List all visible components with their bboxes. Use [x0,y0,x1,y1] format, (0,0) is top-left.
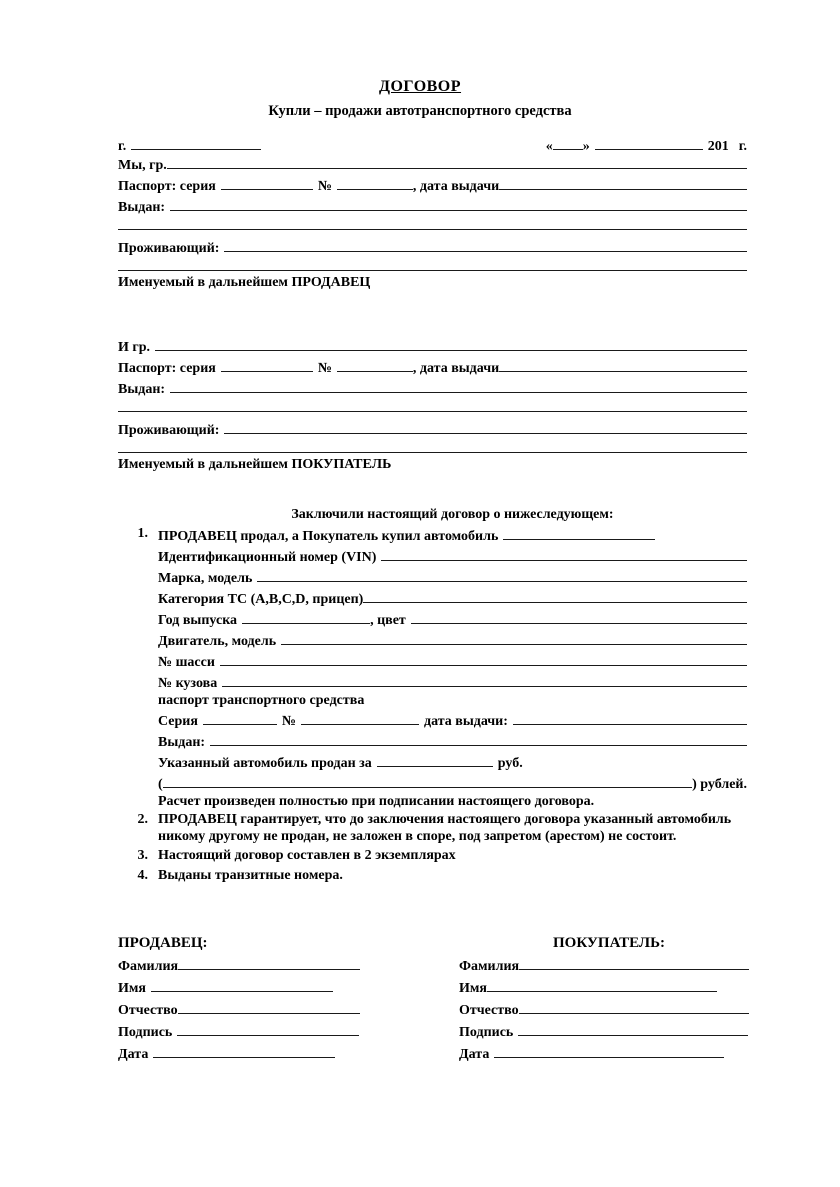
seller-surname-label: Фамилия [118,959,179,974]
buyer-residing-label: Проживающий: [118,423,220,438]
quote-close: » [582,139,590,154]
year-suffix: г. [738,139,747,154]
seller-patronymic-label: Отчество [118,1003,178,1018]
buyer-surname-label: Фамилия [459,959,520,974]
amount-words-input[interactable] [163,774,692,788]
pts-issued-row [158,732,747,750]
body-number-label: № кузова [158,676,218,691]
price-unit-label: руб. [497,756,523,771]
seller-designation: Именуемый в дальнейшем ПРОДАВЕЦ [118,275,371,290]
pts-title-label: паспорт транспортного средства [158,693,365,708]
settlement-row [158,795,747,809]
seller-firstname-label: Имя [118,981,146,996]
chassis-input[interactable] [220,652,747,666]
seller-residing-input[interactable] [224,238,747,252]
seller-signature-row [118,1022,418,1040]
pts-date-input[interactable] [513,711,747,725]
seller-patronymic-input[interactable] [178,1000,360,1014]
buyer-passport-series-input[interactable] [221,358,313,372]
buyer-signature-row [459,1022,759,1040]
engine-input[interactable] [281,631,747,645]
seller-date-row [118,1044,418,1062]
seller-passport-label: Паспорт: серия [118,179,216,194]
seller-passport-series-input[interactable] [221,176,313,190]
pts-issued-label: Выдан: [158,735,206,750]
buyer-signature-label: Подпись [459,1025,514,1040]
buyer-passport-label: Паспорт: серия [118,361,216,376]
clause-4 [118,868,747,885]
pts-series-label: Серия [158,714,198,729]
buyer-patronymic-row [459,1000,759,1018]
amount-open-paren: ( [158,777,163,792]
clause-4-number: 4. [137,867,148,883]
buyer-firstname-row [459,978,759,996]
contract-body [118,136,747,884]
category-input[interactable] [363,589,747,603]
pts-issued-input[interactable] [210,732,747,746]
buyer-and-label: И гр. [118,340,151,355]
seller-date-input[interactable] [153,1044,335,1058]
buyer-surname-input[interactable] [519,956,749,970]
engine-label: Двигатель, модель [158,634,277,649]
clause-2-number: 2. [137,812,148,827]
price-row [158,753,747,771]
buyer-signature-column [459,935,759,1062]
day-input[interactable] [553,136,583,150]
vin-input[interactable] [381,547,747,561]
seller-passport-number-input[interactable] [337,176,413,190]
buyer-signature-input[interactable] [518,1022,748,1036]
pts-number-input[interactable] [301,711,419,725]
buyer-date-input[interactable] [494,1044,724,1058]
vehicle-name-input[interactable] [503,526,655,540]
make-model-row [158,568,747,586]
clause-3-text: Настоящий договор составлен в 2 экземплярах [158,848,456,864]
buyer-patronymic-label: Отчество [459,1003,519,1018]
year-input[interactable] [242,610,370,624]
clause-2 [118,812,747,845]
seller-date-label: Дата [118,1047,149,1062]
seller-surname-input[interactable] [178,956,360,970]
seller-surname-row [118,956,418,974]
pts-number-label: № [281,714,296,729]
month-input[interactable] [595,136,703,150]
color-input[interactable] [411,610,747,624]
clause-2-text: ПРОДАВЕЦ гарантирует, что до заключения настоящего договора указанный автомобиль никому другому не продан, не заложен в споре, под запретом (арестом) не состоит. [158,812,732,844]
signature-section [118,935,778,1062]
quote-open: « [545,139,553,154]
seller-firstname-row [118,978,418,996]
buyer-name-row [118,337,747,355]
seller-we-label: Мы, гр. [118,158,167,173]
seller-name-row [118,155,747,173]
seller-issued-label: Выдан: [118,200,166,215]
seller-patronymic-row [118,1000,418,1018]
make-model-input[interactable] [257,568,747,582]
buyer-residing-row [118,420,747,438]
agreement-lead-in: Заключили настоящий договор о нижеследующем: [291,507,614,522]
buyer-patronymic-input[interactable] [519,1000,749,1014]
settlement-text: Расчет произведен полностью при подписании настоящего договора. [158,794,595,809]
clause-4-text: Выданы транзитные номера. [158,867,343,883]
clause-1-number: 1. [137,526,148,541]
amount-words-row [158,774,747,792]
pts-title-row [158,694,747,708]
city-date-row [118,136,747,155]
buyer-passport-date-label: , дата выдачи [412,361,500,376]
buyer-issued-label: Выдан: [118,382,166,397]
seller-residing-continuation-rule[interactable] [118,270,747,271]
vin-label: Идентификационный номер (VIN) [158,550,377,565]
document-title: ДОГОВОР [378,78,462,95]
buyer-date-label: Дата [459,1047,490,1062]
buyer-passport-number-label: № [317,361,332,376]
seller-signature-input[interactable] [177,1022,359,1036]
buyer-passport-row [118,358,747,376]
make-model-label: Марка, модель [158,571,253,586]
engine-row [158,631,747,649]
body-number-input[interactable] [222,673,747,687]
color-label: , цвет [370,613,406,628]
year-color-row [158,610,747,628]
pts-series-input[interactable] [203,711,277,725]
seller-signature-heading: ПРОДАВЕЦ: [118,935,208,951]
buyer-passport-number-input[interactable] [337,358,413,372]
buyer-designation: Именуемый в дальнейшем ПОКУПАТЕЛЬ [118,457,392,472]
category-label: Категория ТС (А,В,С,D, прицеп) [158,592,364,607]
year-prefix: 201 [707,139,729,154]
clause-3 [118,848,747,865]
seller-issued-input[interactable] [170,197,747,211]
seller-passport-date-label: , дата выдачи [412,179,500,194]
seller-passport-row [118,176,747,194]
pts-details-row [158,711,747,729]
city-label: г. [118,139,127,154]
amount-close-label: ) рублей. [692,777,747,792]
seller-residing-row [118,238,747,256]
buyer-surname-row [459,956,759,974]
seller-firstname-input[interactable] [151,978,333,992]
buyer-passport-date-input[interactable] [499,358,747,372]
chassis-label: № шасси [158,655,215,670]
clause-3-number: 3. [137,848,148,864]
city-input[interactable] [131,136,261,150]
chassis-row [158,652,747,670]
pts-date-label: дата выдачи: [424,714,508,729]
category-row [158,589,747,607]
buyer-name-input[interactable] [155,337,747,351]
price-label: Указанный автомобиль продан за [158,756,372,771]
seller-signature-label: Подпись [118,1025,173,1040]
seller-passport-number-label: № [317,179,332,194]
clause-1-intro-row [158,526,747,544]
price-input[interactable] [377,753,493,767]
buyer-issued-row [118,379,747,397]
seller-residing-label: Проживающий: [118,241,220,256]
seller-issued-row [118,197,747,215]
clause-1-intro-label: ПРОДАВЕЦ продал, а Покупатель купил автомобиль [158,529,499,544]
clause-1 [118,526,747,809]
body-number-row [158,673,747,691]
buyer-firstname-input[interactable] [487,978,717,992]
year-label: Год выпуска [158,613,238,628]
seller-name-input[interactable] [167,155,747,169]
buyer-firstname-label: Имя [459,981,487,996]
buyer-residing-continuation-rule[interactable] [118,452,747,453]
buyer-date-row [459,1044,759,1062]
buyer-signature-heading: ПОКУПАТЕЛЬ: [552,935,665,951]
buyer-issued-input[interactable] [170,379,747,393]
document-subtitle: Купли – продажи автотранспортного средства [268,103,572,119]
buyer-residing-input[interactable] [224,420,747,434]
seller-signature-column [118,935,418,1062]
vin-row [158,547,747,565]
seller-passport-date-input[interactable] [499,176,747,190]
